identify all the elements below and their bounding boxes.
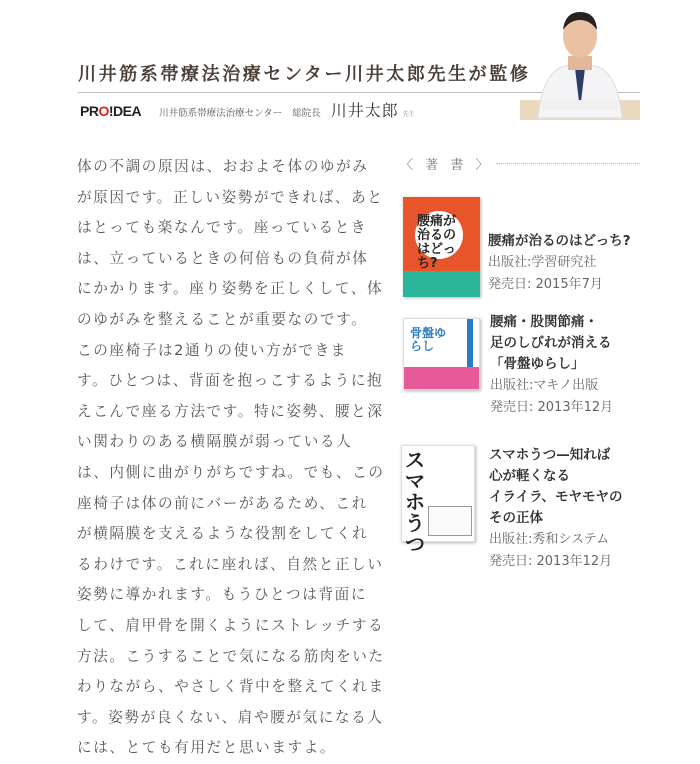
book-title[interactable]: 腰痛が治るのはどっち? [488, 233, 631, 249]
book-date: 発売日: 2013年12月 [489, 554, 613, 569]
book-publisher: 出版社:学習研究社 [488, 255, 597, 270]
position: 総院長 [292, 108, 321, 119]
book-3[interactable] [401, 445, 623, 573]
body-line: は、内側に曲がりがちですね。でも、この [77, 463, 385, 481]
body-line: は、立っているときの何倍もの負荷が体 [77, 249, 369, 267]
book-2[interactable] [403, 314, 614, 419]
body-line: す。姿勢が良くない、肩や腰が気になる人 [77, 708, 384, 726]
body-line: 体の不調の原因は、おおよそ体のゆがみ [77, 158, 369, 175]
book-title[interactable]: イライラ、モヤモヤの [489, 489, 623, 505]
book-info [490, 312, 613, 419]
body-line: るわけです。これに座れば、自然と正しい [77, 555, 384, 573]
book-title[interactable]: その正体 [489, 510, 543, 526]
book-cover[interactable] [403, 318, 480, 390]
body-line: 方法。こうすることで気になる筋肉をいた [77, 647, 385, 665]
body-line: 座椅子は体の前にバーがあるため、これ [77, 494, 368, 512]
book-info [488, 231, 631, 297]
doctor-photo [520, 0, 640, 120]
body-line: して、肩甲骨を開くようにストレッチする [77, 616, 385, 634]
supervisor-line [80, 98, 415, 121]
cover-text: 骨盤ゆらし [410, 326, 447, 353]
body-line: のゆがみを整えることが重要なのです。 [77, 310, 368, 328]
book-cover[interactable] [401, 445, 475, 556]
body-line: わりながら、やさしく背中を整えてくれま [77, 678, 385, 696]
doctor-name: 川井太郎 [330, 101, 399, 120]
book-cover[interactable] [403, 197, 480, 297]
book-title[interactable]: 心が軽くなる [489, 468, 570, 484]
book-title[interactable]: 足のしびれが消える [490, 335, 612, 351]
proidea-logo: PRO!DEA [80, 103, 142, 119]
book-publisher: 出版社:秀和システム [489, 532, 610, 547]
page-title: 川井筋系帯療法治療センター川井太郎先生が監修 [78, 64, 531, 85]
body-line: い関わりのある横隔膜が弱っている人 [77, 433, 353, 451]
body-line: す。ひとつは、背面を抱っこするように抱 [77, 372, 384, 390]
works-heading-text: 〈 著 書 〉 [400, 158, 493, 173]
book-title[interactable]: 腰痛・股関節痛・ [490, 314, 598, 330]
works-heading [400, 154, 640, 173]
body-line: が横隔膜を支えるような役割をしてくれ [77, 525, 369, 543]
book-title[interactable]: 「骨盤ゆらし」 [490, 356, 585, 372]
org-name: 川井筋系帯療法治療センター [159, 108, 283, 119]
body-line: が原因です。正しい姿勢ができれば、あと [77, 188, 384, 206]
book-publisher: 出版社:マキノ出版 [490, 378, 599, 393]
body-line: えこんで座る方法です。特に姿勢、腰と深 [77, 402, 384, 420]
body-line: この座椅子は2通りの使い方ができま [77, 341, 347, 359]
book-info [489, 445, 623, 573]
body-line: はとっても楽なんです。座っているとき [77, 219, 368, 237]
book-date: 発売日: 2015年7月 [488, 277, 603, 292]
cover-text: スマホうつ [405, 448, 425, 556]
body-text [77, 152, 385, 764]
book-date: 発売日: 2013年12月 [490, 400, 614, 415]
body-line: にかかります。座り姿勢を正しくして、体 [77, 280, 384, 298]
book-1[interactable] [403, 197, 631, 297]
body-line: には、とても有用だと思いますよ。 [77, 739, 337, 757]
cover-text: 腰痛が治るのはどっち? [417, 214, 457, 271]
body-line: 姿勢に導かれます。もうひとつは背面に [77, 586, 368, 604]
honorific: 先生 [402, 111, 415, 118]
book-title[interactable]: スマホうつ—知れば [489, 447, 611, 463]
